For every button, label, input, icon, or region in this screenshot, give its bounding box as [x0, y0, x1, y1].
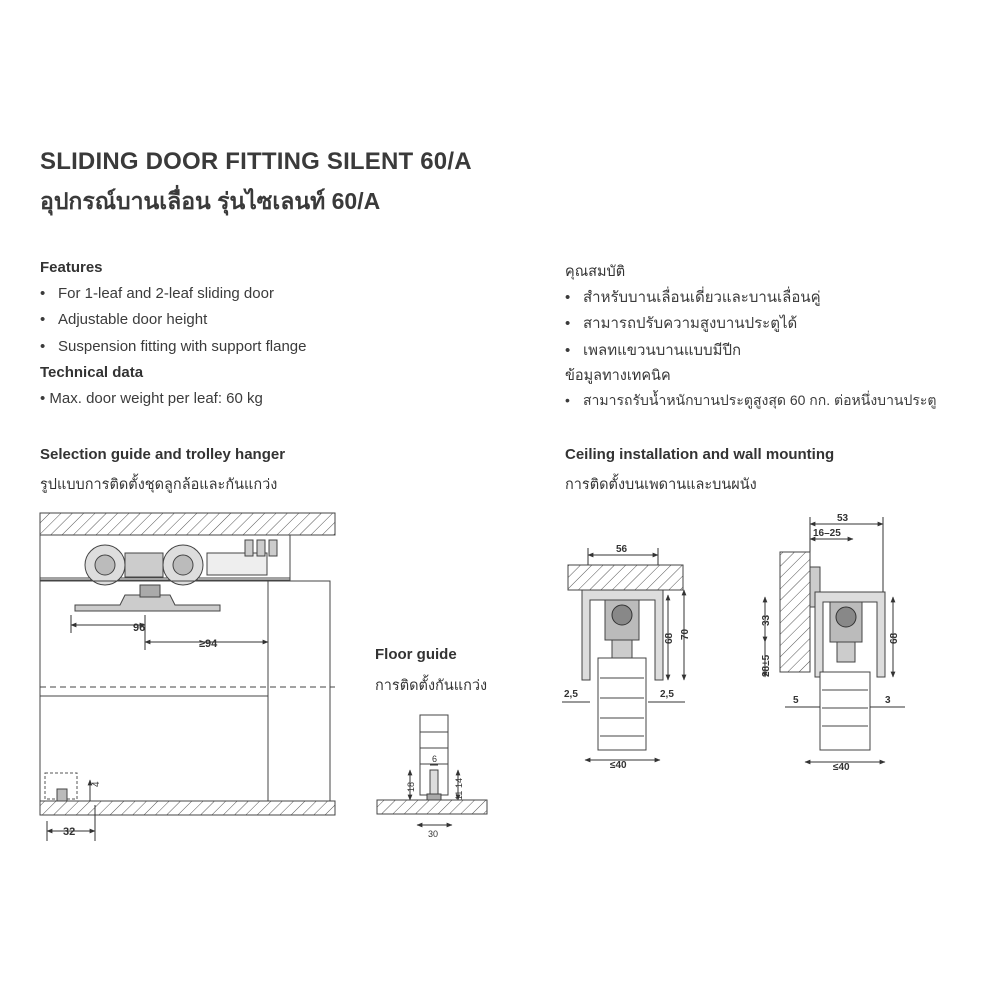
trolley-wheel [163, 545, 203, 585]
selection-heading-thai: รูปแบบการติดตั้งชุดลูกล้อและกันแกว่ง [40, 477, 278, 493]
wall-mount-drawing [755, 512, 905, 772]
dim-2-5-left: 2,5 [564, 689, 578, 700]
feature-item: • Suspension fitting with support flange [40, 338, 307, 355]
trolley-wheel [85, 545, 125, 585]
feature-item-thai: • สามารถปรับความสูงบานประตูได้ [565, 315, 798, 332]
dim-6: 6 [432, 754, 438, 764]
features-heading-thai: คุณสมบัติ [565, 264, 626, 280]
dim-56: 56 [616, 544, 628, 555]
dim-18: 18 [406, 781, 416, 792]
dim-68: 68 [889, 632, 900, 644]
dim-14: 14 [454, 777, 464, 788]
feature-item: • For 1-leaf and 2-leaf sliding door [40, 285, 274, 302]
feature-item-thai: • สำหรับบานเลื่อนเดี่ยวและบานเลื่อนคู่ [565, 289, 821, 306]
features-heading: Features [40, 259, 103, 276]
dim-28: 28±5 [761, 654, 772, 677]
dim-2-5-right: 2,5 [660, 689, 674, 700]
technical-heading-thai: ข้อมูลทางเทคนิค [565, 368, 671, 384]
dim-3: 3 [885, 695, 891, 706]
dim-40: ≤40 [610, 760, 627, 770]
feature-item-thai: • เพลทแขวนบานแบบมีปีก [565, 342, 742, 359]
dim-68: 68 [664, 632, 675, 644]
dim-53: 53 [837, 513, 849, 524]
selection-heading: Selection guide and trolley hanger [40, 446, 286, 463]
dim-5: 5 [793, 695, 799, 706]
technical-heading: Technical data [40, 364, 144, 381]
page-title: SLIDING DOOR FITTING SILENT 60/A [40, 148, 472, 175]
ceiling-heading-thai: การติดตั้งบนเพดานและบนผนัง [565, 477, 757, 493]
dim-16-25: 16–25 [813, 528, 841, 539]
dim-33: 33 [761, 614, 772, 626]
ceiling-heading: Ceiling installation and wall mounting [565, 446, 835, 463]
selection-guide-drawing [35, 505, 340, 850]
dim-30: 30 [428, 829, 439, 839]
floor-guide-heading-thai: การติดตั้งกันแกว่ง [375, 678, 488, 694]
technical-item: • Max. door weight per leaf: 60 kg [40, 390, 263, 407]
feature-item: • Adjustable door height [40, 311, 208, 328]
dim-32: 32 [63, 826, 76, 838]
dim-70: 70 [680, 628, 691, 640]
ceiling-install-drawing [560, 540, 695, 770]
dim-96: 96 [133, 622, 146, 634]
dim-11: 11 [454, 790, 464, 800]
dim-94: ≥94 [199, 638, 218, 650]
floor-guide-heading: Floor guide [375, 646, 457, 663]
page-title-thai: อุปกรณ์บานเลื่อน รุ่นไซเลนท์ 60/A [40, 188, 381, 214]
technical-item-thai: • สามารถรับน้ำหนักบานประตูสูงสุด 60 กก. ต่อหนึ่งบานประตู [565, 392, 937, 408]
floor-guide-drawing [372, 710, 492, 840]
dim-4: 4 [91, 781, 102, 787]
dim-40: ≤40 [833, 762, 850, 772]
